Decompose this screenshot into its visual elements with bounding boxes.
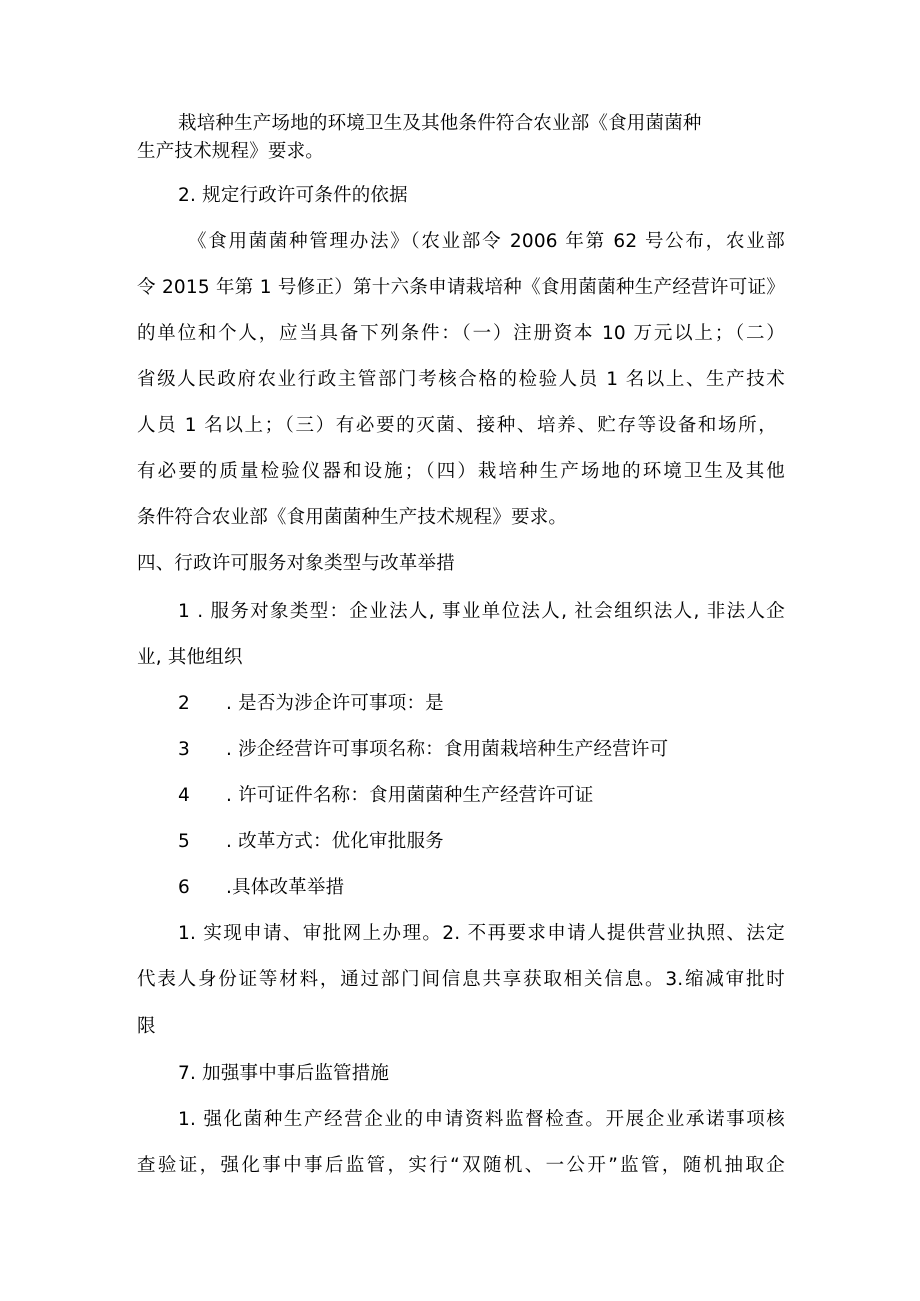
list-item-text: . 改革方式：优化审批服务 <box>226 831 444 852</box>
list-item <box>178 829 444 855</box>
list-item-text: . 许可证件名称：食用菌菌种生产经营许可证 <box>226 785 594 806</box>
section-heading: 四、行政许可服务对象类型与改革举措 <box>137 553 455 574</box>
paragraph-line: 令 2015 年第 1 号修正）第十六条申请栽培种《食用菌菌种生产经营许可证》 <box>137 277 785 298</box>
paragraph-line: 生产技术规程》要求。 <box>137 141 325 162</box>
list-item-text: .具体改革举措 <box>226 877 345 898</box>
list-item-line: 1 . 服务对象类型：企业法人, 事业单位法人, 社会组织法人, 非法人企 <box>178 601 785 622</box>
paragraph-line: 1. 强化菌种生产经营企业的申请资料监督检查。开展企业承诺事项核 <box>178 1109 785 1130</box>
list-item <box>178 737 668 763</box>
list-item-line: 业, 其他组织 <box>137 647 243 668</box>
paragraph-line: 条件符合农业部《食用菌菌种生产技术规程》要求。 <box>137 507 568 528</box>
paragraph-line: 《食用菌菌种管理办法》（农业部令 2006 年第 62 号公布，农业部 <box>188 231 785 252</box>
list-item-number: 2 <box>178 693 190 714</box>
list-item <box>178 783 593 809</box>
list-item-text: . 涉企经营许可事项名称：食用菌栽培种生产经营许可 <box>226 739 669 760</box>
subheading: 7. 加强事中事后监管措施 <box>178 1063 390 1084</box>
list-item <box>178 691 444 717</box>
paragraph-line: 栽培种生产场地的环境卫生及其他条件符合农业部《食用菌菌种 <box>178 113 702 134</box>
list-item-number: 5 <box>178 831 190 852</box>
paragraph-line: 限 <box>137 1016 156 1037</box>
list-item-number: 6 <box>178 877 190 898</box>
list-item-number: 4 <box>178 785 190 806</box>
list-item <box>178 875 344 901</box>
paragraph-line: 的单位和个人，应当具备下列条件：（一）注册资本 10 万元以上；（二） <box>137 323 785 344</box>
list-item-number: 3 <box>178 739 190 760</box>
paragraph-line: 省级人民政府农业行政主管部门考核合格的检验人员 1 名以上、生产技术 <box>137 369 785 390</box>
paragraph-line: 人员 1 名以上；（三）有必要的灭菌、接种、培养、贮存等设备和场所， <box>137 415 777 436</box>
list-item-text: . 是否为涉企许可事项：是 <box>226 693 444 714</box>
paragraph-line: 1. 实现申请、审批网上办理。2. 不再要求申请人提供营业执照、法定 <box>178 923 785 944</box>
paragraph-line: 有必要的质量检验仪器和设施；（四）栽培种生产场地的环境卫生及其他 <box>137 461 785 482</box>
subheading: 2. 规定行政许可条件的依据 <box>178 185 408 206</box>
paragraph-line: 查验证，强化事中事后监管，实行“双随机、一公开”监管，随机抽取企 <box>137 1155 785 1176</box>
paragraph-line: 代表人身份证等材料，通过部门间信息共享获取相关信息。3.缩减审批时 <box>137 969 785 990</box>
